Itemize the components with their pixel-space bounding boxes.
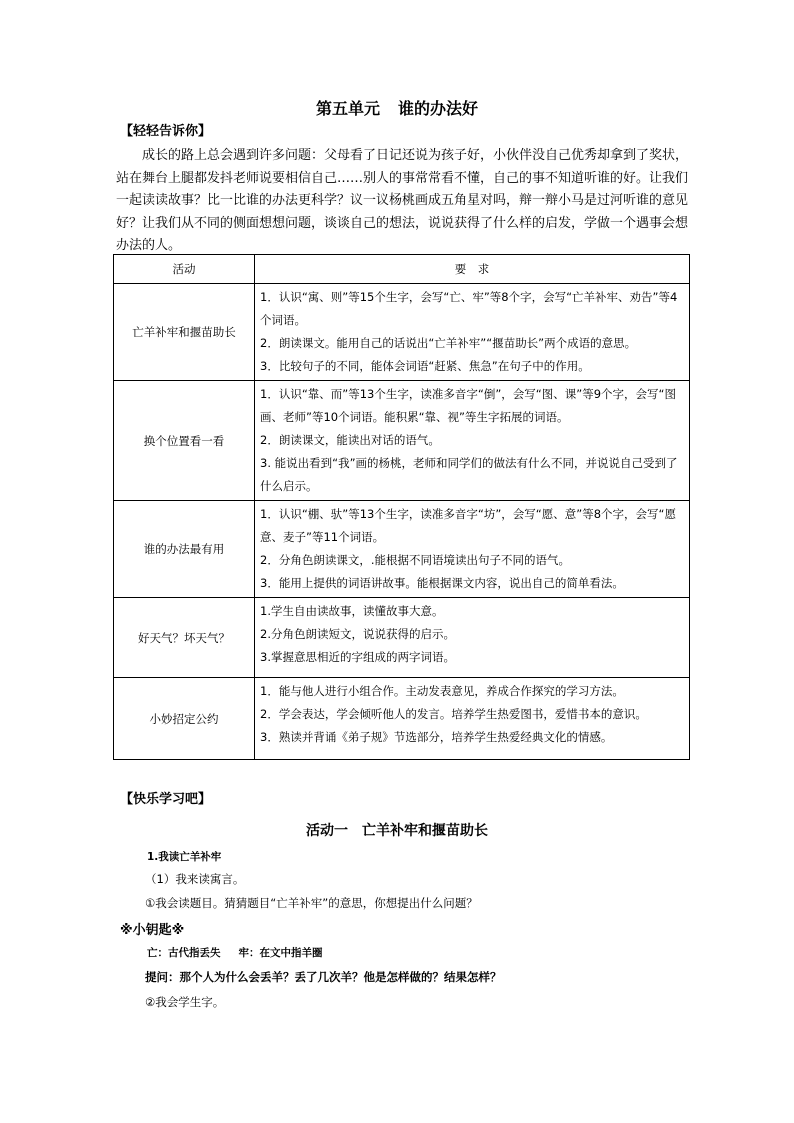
activity-cell: 亡羊补牢和揠苗助长: [114, 284, 255, 381]
table-row: [114, 284, 690, 381]
definition-line: [147, 945, 323, 960]
table-row: [114, 678, 690, 760]
requirement-item: 1．能与他人进行小组合作。主动发表意见，养成合作探究的学习方法。: [260, 684, 624, 698]
activity-cell: 谁的办法最有用: [114, 501, 255, 598]
table-row: [114, 598, 690, 678]
activity-name: 亡羊补牢和揠苗助长: [362, 823, 488, 839]
requirements-cell: [255, 598, 690, 678]
requirement-item: 3．熟读并背诵《弟子规》节选部分，培养学生热爱经典文化的情感。: [260, 730, 613, 744]
activity-label: 活动一: [306, 823, 348, 839]
requirement-item: 3．能用上提供的词语讲故事。能根据课文内容，说出自己的简单看法。: [260, 576, 624, 590]
activity-cell: 换个位置看一看: [114, 381, 255, 501]
question-line: 提问：那个人为什么会丢羊？丢了几次羊？他是怎样做的？结果怎样？: [145, 970, 502, 984]
intro-paragraph: 成长的路上总会遇到许多问题：父母看了日记还说为孩子好，小伙伴没自己优秀却拿到了奖状，站在舞台上腿都发抖老师说要相信自己……别人的事常常看不懂，自己的事不知道听谁的好。让我们一起读读故事？比一比谁的办法更科学？议一议杨桃画成五角星对吗，辩一辩小马是过河听谁的意见好？让我们从不同的侧面想想问题，谈谈自己的想法，说说获得了什么样的启发，学做一个遇事会想办法的人。: [116, 148, 689, 253]
read-title-prompt: ①我会读题目。猜猜题目“亡羊补牢”的意思，你想提出什么问题？: [145, 896, 478, 910]
unit-label: 第五单元: [315, 99, 380, 118]
activity-cell: 小妙招定公约: [114, 678, 255, 760]
requirement-item: 2．学会表达，学会倾听他人的发言。培养学生热爱图书，爱惜书本的意识。: [260, 707, 647, 721]
requirement-item: 1．认识“寓、则”等15个生字，会写“亡、牢”等8个字，会写“亡羊补牢、劝告”等4个词语。: [260, 290, 678, 327]
section-heading-happy-learning: 【快乐学习吧】: [120, 792, 212, 807]
definition-wang: 亡：古代指丢失: [147, 947, 221, 959]
requirements-cell: [255, 678, 690, 760]
activity-title: [0, 820, 794, 840]
requirement-item: 3．比较句子的不同，能体会词语“赶紧、焦急”在句子中的作用。: [260, 359, 590, 373]
activity-cell: 好天气？坏天气？: [114, 598, 255, 678]
tips-heading: ※小钥匙※: [120, 923, 185, 938]
requirement-item: 2．分角色朗读课文，.能根据不同语境读出句子不同的语气。: [260, 553, 570, 567]
requirement-item: 3. 能说出看到“我”画的杨桃，老师和同学们的做法有什么不同，并说说自己受到了什么启示。: [260, 456, 678, 493]
page-title: [0, 96, 794, 119]
requirements-table: [113, 254, 690, 760]
header-requirements: 要 求: [255, 255, 690, 284]
requirement-item: 2.分角色朗读短文，说说获得的启示。: [260, 627, 455, 641]
requirement-item: 1．认识“棚、驮”等13个生字，读准多音字“坊”，会写“愿、意”等8个字，会写“愿意、麦子”等11个词语。: [260, 507, 676, 544]
step1-subheading: （1）我来读寓言。: [145, 872, 245, 886]
requirement-item: 1．认识“靠、而”等13个生字，读准多音字“倒”，会写“图、课”等9个字，会写“图画、老师”等10个词语。能积累“靠、视”等生字拓展的词语。: [260, 387, 676, 424]
step1-heading: 1.我读亡羊补牢: [147, 851, 222, 863]
requirement-item: 3.掌握意思相近的字组成的两字词语。: [260, 650, 455, 664]
table-row: [114, 501, 690, 598]
requirement-item: 2．朗读课文，能读出对话的语气。: [260, 433, 440, 447]
definition-lao: 牢：在文中指羊圈: [238, 947, 323, 959]
requirements-cell: [255, 501, 690, 598]
unit-name: 谁的办法好: [398, 99, 479, 118]
section-heading-tell-you: 【轻轻告诉你】: [120, 124, 212, 139]
requirements-cell: [255, 284, 690, 381]
table-row: [114, 381, 690, 501]
table-header-row: [114, 255, 690, 284]
learn-chars-line: ②我会学生字。: [145, 995, 225, 1009]
requirements-cell: [255, 381, 690, 501]
requirement-item: 2．朗读课文。能用自己的话说出“亡羊补牢”“揠苗助长”两个成语的意思。: [260, 336, 637, 350]
requirement-item: 1.学生自由读故事，读懂故事大意。: [260, 604, 444, 618]
header-activity: 活动: [114, 255, 255, 284]
